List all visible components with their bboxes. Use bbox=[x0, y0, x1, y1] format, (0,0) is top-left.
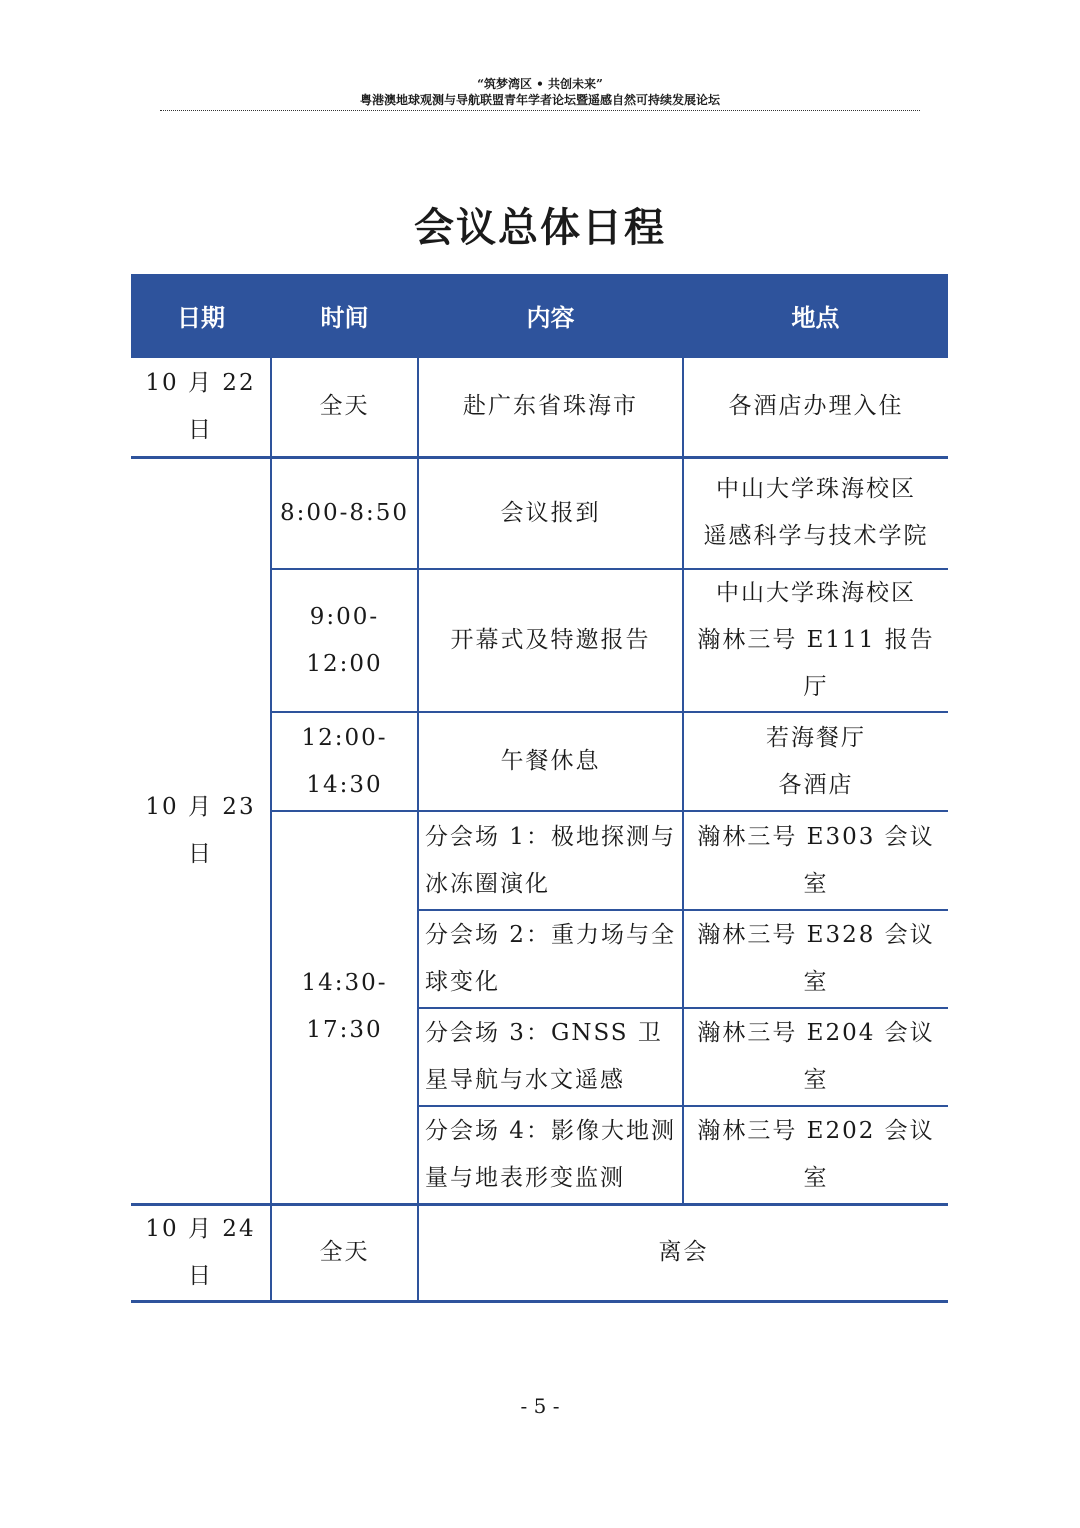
header-location: 地点 bbox=[683, 274, 948, 357]
location-cell: 各酒店办理入住 bbox=[683, 357, 948, 457]
page-title: 会议总体日程 bbox=[414, 205, 666, 251]
content-cell: 赴广东省珠海市 bbox=[418, 357, 683, 457]
time-cell: 9:00-12:00 bbox=[271, 569, 418, 712]
date-cell: 10 月 22 日 bbox=[131, 357, 271, 457]
location-line: 中山大学珠海校区 bbox=[716, 476, 916, 503]
time-cell: 全天 bbox=[271, 1204, 418, 1301]
table-row bbox=[131, 357, 948, 457]
location-cell: 瀚林三号 E202 会议室 bbox=[683, 1106, 948, 1204]
page-number: - 5 - bbox=[520, 1394, 560, 1418]
content-cell: 会议报到 bbox=[418, 457, 683, 569]
schedule-table bbox=[131, 274, 948, 1303]
header-slogan: “筑梦湾区 • 共创未来” bbox=[477, 77, 603, 91]
time-cell: 14:30-17:30 bbox=[271, 811, 418, 1204]
location-cell bbox=[683, 569, 948, 712]
header-forum-name: 粤港澳地球观测与导航联盟青年学者论坛暨遥感自然可持续发展论坛 bbox=[359, 93, 720, 107]
session-content-cell: 分会场 1：极地探测与冰冻圈演化 bbox=[418, 811, 683, 910]
location-cell: 瀚林三号 E328 会议室 bbox=[683, 910, 948, 1008]
header-content: 内容 bbox=[418, 274, 683, 357]
location-line: 中山大学珠海校区 bbox=[716, 580, 916, 606]
date-cell: 10 月 24 日 bbox=[131, 1204, 271, 1301]
location-line: 各酒店 bbox=[778, 771, 854, 798]
time-cell: 全天 bbox=[271, 357, 418, 457]
time-cell: 8:00-8:50 bbox=[271, 457, 418, 569]
content-cell: 离会 bbox=[418, 1204, 948, 1301]
content-cell: 开幕式及特邀报告 bbox=[418, 569, 683, 712]
location-cell: 瀚林三号 E303 会议室 bbox=[683, 811, 948, 910]
location-line: 瀚林三号 E111 报告厅 bbox=[697, 627, 935, 700]
header-date: 日期 bbox=[131, 274, 271, 357]
location-cell: 瀚林三号 E204 会议室 bbox=[683, 1008, 948, 1106]
location-line: 遥感科学与技术学院 bbox=[703, 523, 929, 550]
table-header-row bbox=[131, 274, 948, 357]
table-row bbox=[131, 457, 948, 569]
header-divider bbox=[160, 110, 920, 111]
location-cell bbox=[683, 457, 948, 569]
session-content-cell: 分会场 4：影像大地测量与地表形变监测 bbox=[418, 1106, 683, 1204]
time-cell: 12:00-14:30 bbox=[271, 712, 418, 811]
location-cell bbox=[683, 712, 948, 811]
table-row bbox=[131, 1204, 948, 1301]
session-content-cell: 分会场 2：重力场与全球变化 bbox=[418, 910, 683, 1008]
session-content-cell: 分会场 3：GNSS 卫星导航与水文遥感 bbox=[418, 1008, 683, 1106]
page-header bbox=[160, 76, 920, 111]
location-line: 若海餐厅 bbox=[766, 724, 866, 751]
date-cell: 10 月 23 日 bbox=[131, 457, 271, 1204]
header-time: 时间 bbox=[271, 274, 418, 357]
content-cell: 午餐休息 bbox=[418, 712, 683, 811]
